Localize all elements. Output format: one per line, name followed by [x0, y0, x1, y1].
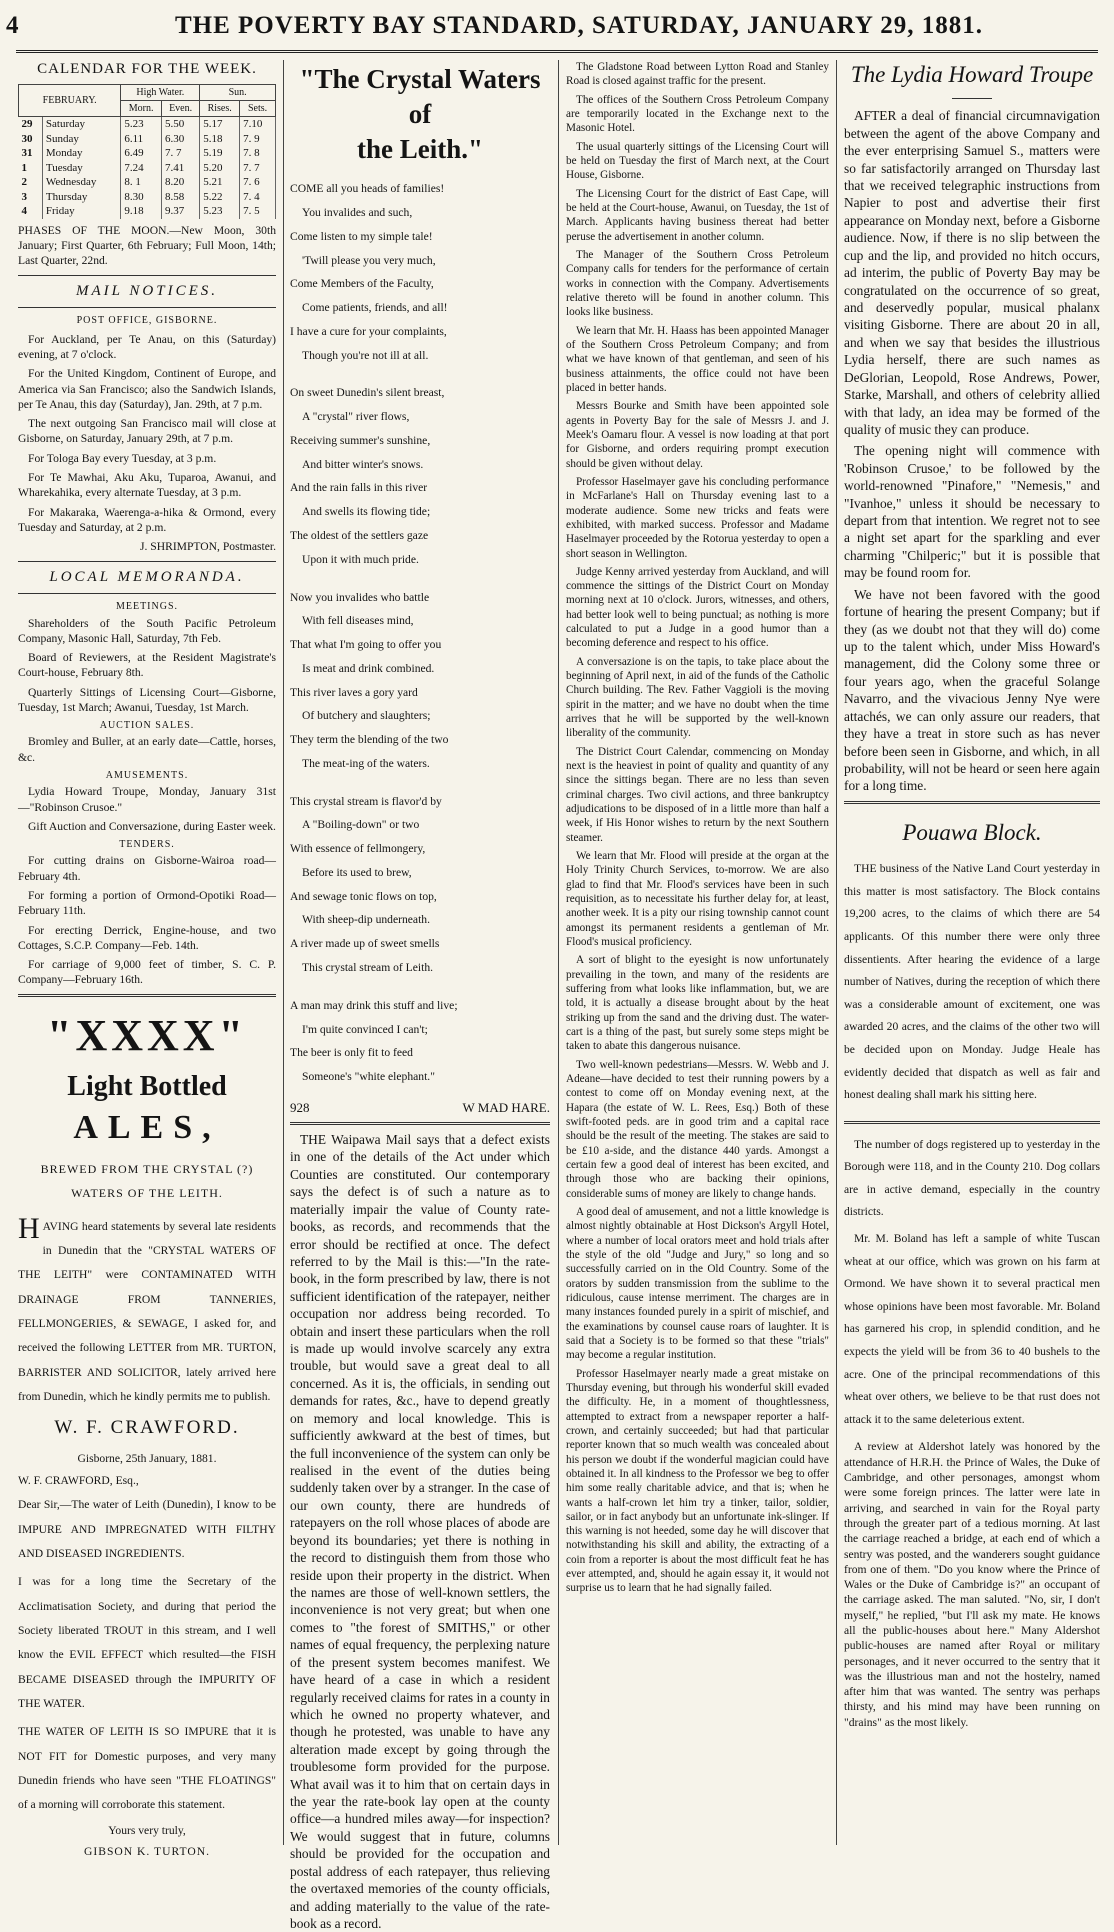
memo-item: For erecting Derrick, Engine-house, and two Cottages, S.C.P. Company—Feb. 14th.: [18, 923, 276, 952]
poem-line: The beer is only fit to feed: [290, 1046, 413, 1060]
lydia-title: The Lydia Howard Troupe: [850, 62, 1094, 87]
poem-line: This river laves a gory yard: [290, 685, 418, 699]
poem-line: 'Twill please you very much,: [302, 253, 436, 267]
ad-para: I was for a long time the Secretary of the Acclimatisation Society, and during that period the Society liberated TROUT in this stream, and I well know the EVIL EFFECT which resulted—the FISH BECAME DISEASED through the IMPURITY OF THE WATER.: [18, 1575, 276, 1710]
poem-title-line: the Leith.": [357, 134, 483, 165]
ales-advertisement: [18, 1007, 276, 1861]
calendar-row: [19, 161, 276, 176]
calendar-cell-rises: 5.23: [200, 204, 240, 219]
divider: [18, 593, 276, 594]
calendar-cell-morn: 5.23: [121, 117, 162, 132]
memo-item: Quarterly Sittings of Licensing Court—Gisborne, Tuesday, 1st March; Awanui, Tuesday, 1st March.: [18, 685, 276, 714]
poem-line: Before its used to brew,: [302, 865, 412, 879]
moon-phases: PHASES OF THE MOON.—New Moon, 30th January; First Quarter, 6th February; Full Moon, 14th; Last Quarter, 22nd.: [18, 223, 276, 268]
memo-item: For cutting drains on Gisborne-Wairoa road—February 4th.: [18, 854, 276, 883]
news-paragraph: The District Court Calendar, commencing on Monday next is the heaviest in point of quality and quantity of any since the sittings began. There are no less than seven criminal charges. Two civil actions, and three bankruptcy adjudications to be disposed of in a little more than half a week, if His Honor wishes to return by the next Southern steamer.: [566, 745, 829, 844]
ad-ales: ALES,: [73, 1108, 221, 1146]
poem-line: Someone's "white elephant.": [302, 1070, 435, 1084]
high-water-header: High Water.: [121, 84, 200, 100]
divider: [18, 994, 276, 997]
stanza-gap: [290, 980, 550, 994]
poem-line: Though you're not ill at all.: [302, 348, 429, 362]
mail-notice: For Auckland, per Te Anau, on this (Saturday) evening, at 7 o'clock.: [18, 332, 276, 361]
poem-line: A "crystal" river flows,: [302, 410, 410, 424]
calendar-cell-even: 9.37: [161, 204, 199, 219]
calendar-cell-day: 31: [19, 146, 43, 161]
poem-line: You invalides and such,: [302, 206, 413, 220]
column-4: [844, 60, 1100, 1845]
calendar-cell-name: Tuesday: [42, 161, 120, 176]
poem-line: Of butchery and slaughters;: [302, 709, 431, 723]
pouawa-para: THE business of the Native Land Court yesterday in this matter is most satisfactory. The Block contains 19,200 acres, to the claims of which there are 54 applicants. Of this number there were only three dissentients. After hearing the evidence of a large number of Natives, during the reception of which there was a considerable amount of excitement, one was awarded 20 acres, and the claims of the other two will be decided upon on Monday. Judge Heale has evidently decided that dispatch as well as fair and honest dealing shall mark his sitting here.: [844, 862, 1100, 1102]
calendar-cell-sets: 7. 6: [240, 175, 276, 190]
poem-author: W MAD HARE.: [462, 1099, 550, 1115]
mail-notice: For the United Kingdom, Continent of Europe, and America via San Francisco; also the Sandwich Islands, per Te Anau, this day (Saturday), Jan. 29th, at 7 p.m.: [18, 367, 276, 411]
memo-item: Lydia Howard Troupe, Monday, January 31st—"Robinson Crusoe.": [18, 785, 276, 814]
calendar-cell-even: 6.30: [161, 132, 199, 147]
calendar-cell-sets: 7. 5: [240, 204, 276, 219]
news-paragraph: A good deal of amusement, and not a little knowledge is almost nightly obtainable at Host Dickson's Argyll Hotel, where a number of local orators meet and hold trials after the style of the old "Judge and Jury," so long and so successfully carried on in the Old Country. Some of the orators by sudden transmission from the sublime to the ridiculous, cause intense merriment. The charges are in many instances founded purely in a spirit of mischief, and the examinations by counsel cause roars of laughter. It is said that a Society is to be formed so that these "trials" may become a regular institution.: [566, 1205, 829, 1362]
calendar-cell-rises: 5.17: [200, 117, 240, 132]
calendar-cell-sets: 7. 8: [240, 146, 276, 161]
dogs-para: The number of dogs registered up to yesterday in the Borough were 118, and in the County 210. Dog collars are in active demand, especially in the country districts.: [844, 1137, 1100, 1219]
ad-dateline: Gisborne, 25th January, 1881.: [77, 1452, 217, 1466]
divider: [18, 275, 276, 276]
poem-line: I'm quite convinced I can't;: [302, 1022, 428, 1036]
calendar-cell-day: 30: [19, 132, 43, 147]
poem-line: That what I'm going to offer you: [290, 638, 442, 652]
ad-light-bottled: Light Bottled: [67, 1070, 227, 1102]
local-memoranda-title: LOCAL MEMORANDA.: [49, 568, 245, 585]
waipawa-article: THE Waipawa Mail says that a defect exists in one of the details of the Act under which Counties are constituted. Our contemporary says the defect is of such a nature as to materially impair the value of County rate-books, as records, and recommends that the error should be rectified at once. The defect referred to by the Mail is this:—"In the rate-book, in the form prescribed by law, there is not sufficient identification of the ratepayer, neither occupation nor address being recorded. To obtain and insert these particulars when the roll is made up would involve scarcely any extra trouble, but would save a great deal to all concerned. As it is, the officials, in sending out demands for rates, &c., have to depend greatly on memory and local knowledge. This is sufficiently awkward at the best of times, but the full inconvenience of the system can only be realised in the event of the duties being suddenly taken over by a stranger. In the case of our own county, there are hundreds of ratepayers on the roll whose places of abode are beyond its boundaries; yet there is nothing in the record to distinguish them from those who reside upon their property in the district. When the names are those of well-known settlers, the inconvenience is not very great; but when one comes to "the forest of SMITHS," or other names of equal frequency, the perplexing nature of the present system becomes manifest. We have heard of a case in which a resident regularly received claims for rates in a county in which he owned no property whatever, and though he protested, was unable to have any alteration made except by going through the troublesome form provided for the purpose. What avail was it to him that on certain days in the year the rate-book lay open at the county office—a hundred miles away—for inspection? We would suggest that in future, columns should be provided for the occupation and postal address of each ratepayer, thus relieving the overtaxed memories of the county officials, and adding materially to the value of the rate-book as a record.: [290, 1132, 550, 1931]
calendar-cell-morn: 6.49: [121, 146, 162, 161]
poem-number: 928: [290, 1099, 310, 1115]
news-items: [566, 60, 829, 1596]
ad-text: AVING heard statements by several late residents in Dunedin that the "CRYSTAL WATERS OF THE LEITH" were CONTAMINATED WITH DRAINAGE FROM TANNERIES, FELLMONGERIES, & SEWAGE, I asked for, and received the following LETTER from MR. TURTON, BARRISTER AND SOLICITOR, lately arrived here from Dunedin, which he kindly permits me to publish.: [18, 1219, 276, 1404]
poem-line: The oldest of the settlers gaze: [290, 529, 429, 542]
column-1: [18, 60, 276, 1859]
news-paragraph: Messrs Bourke and Smith have been appointed sole agents in Poverty Bay for the sale of Messrs J. and J. Meek's Oamaru flour. A vessel is now loading at that port for Gisborne, and orders requiring prompt execution should be given without delay.: [566, 400, 829, 470]
sun-header: Sun.: [200, 84, 276, 100]
pouawa-title: Pouawa Block.: [902, 819, 1042, 845]
poem-line: A "Boiling-down" or two: [302, 818, 420, 832]
divider: [290, 1122, 550, 1125]
calendar-cell-even: 5.50: [161, 117, 199, 132]
ad-brewed-line: BREWED FROM THE CRYSTAL (?): [40, 1161, 254, 1176]
memo-item: Gift Auction and Conversazione, during Easter week.: [28, 819, 276, 833]
calendar-cell-morn: 6.11: [121, 132, 162, 147]
poem-line: And the rain falls in this river: [290, 481, 428, 495]
calendar-cell-even: 7. 7: [161, 146, 199, 161]
boland-para: Mr. M. Boland has left a sample of white Tuscan wheat at our office, which was grown on his farm at Ormond. We have shown it to several practical men whose opinions have been most favorable. Mr. Boland has garnered his crop, in splendid condition, and he expects the yield will be from 36 to 40 bushels to the acre. One of the principal recommendations of this wheat over others, we believe to be that rust does not attack it to the same deleterious extent.: [844, 1232, 1100, 1426]
calendar-cell-rises: 5.21: [200, 175, 240, 190]
ad-para: [18, 1211, 276, 1410]
amusements-heading: AMUSEMENTS.: [105, 770, 189, 782]
poem-line: Receiving summer's sunshine,: [290, 433, 431, 447]
calendar-row: [19, 132, 276, 147]
calendar-cell-name: Wednesday: [42, 175, 120, 190]
ad-para: THE WATER OF LEITH IS SO IMPURE that it is NOT FIT for Domestic purposes, and very many Dunedin friends who have seen "THE FLOATINGS" of a morning will corroborate this statement.: [18, 1725, 276, 1812]
poem-line: COME all you heads of families!: [290, 182, 445, 196]
lydia-para: The opening night will commence with 'Robinson Crusoe,' to be followed by the world-renowned "Pinafore," "Nemesis," and "Ivanhoe," unless it should be necessary to depart from that intention. We regret not to see a night set apart for the sparkling and ever charming "Chilperic;" but it is possible that may be found room for.: [844, 443, 1100, 581]
poem-line: Is meat and drink combined.: [302, 661, 435, 675]
ad-addressee: W. F. CRAWFORD, Esq.,: [18, 1473, 139, 1487]
calendar-cell-rises: 5.20: [200, 161, 240, 176]
poem-line: Come listen to my simple tale!: [290, 229, 433, 243]
aldershot-para: A review at Aldershot lately was honored by the attendance of H.R.H. the Prince of Wales, the Duke of Cambridge, and other personages, amongst whom were some foreign princes. The latter were late in arriving, and searched in vain for the Royal party through the greater part of a tedious morning. At last the carriage reached a bridge, at each end of which a sentry was posted, and the wanderers sought guidance from one of them. "Do you know where the Prince of Wales or the Duke of Cambridge is?" an occupant of the carriage asked. The man saluted. "No, sir, I don't myself," he replied, "but I'll ask my mate. He knows all the public-houses about here." Many Aldershot public-houses are named after Royal or military personages, and it never occurred to the sentry that it was the illustrious man and not the hostelry, named after him that was wanted. The sentry was perhaps thirsty, and his mind may have been running on "drains" as the most likely.: [844, 1440, 1100, 1729]
poem-line: With sheep-dip underneath.: [302, 913, 430, 927]
ad-signature: GIBSON K. TURTON.: [83, 1845, 211, 1859]
calendar-cell-morn: 8. 1: [121, 175, 162, 190]
divider: [18, 307, 276, 308]
news-paragraph: The Licensing Court for the district of East Cape, will be held at the Court-house, Awanui, on Tuesday, the 1st of March. Applicants having business thereat had better peruse the advertisement in another column.: [566, 187, 829, 243]
poem-line: The meat-ing of the waters.: [302, 756, 430, 770]
divider: [18, 561, 276, 562]
divider: [844, 1121, 1100, 1124]
news-paragraph: The usual quarterly sittings of the Licensing Court will be held on Tuesday the first of March next, at the Court House, Gisborne.: [566, 140, 829, 182]
column-divider: [836, 60, 837, 1845]
poem-line: I have a cure for your complaints,: [290, 324, 447, 338]
divider: [952, 98, 992, 99]
poem-line: This crystal stream of Leith.: [302, 961, 434, 975]
poem-line: With fell diseases mind,: [302, 614, 414, 628]
column-3: [566, 60, 829, 1845]
calendar-month: FEBRUARY.: [19, 84, 121, 116]
poem-title-line: "The Crystal Waters of: [299, 64, 541, 130]
calendar-cell-rises: 5.22: [200, 190, 240, 205]
header-rule: [16, 50, 1098, 53]
calendar-cell-day: 2: [19, 175, 43, 190]
ad-closing: Yours very truly,: [108, 1823, 186, 1837]
ad-para: Dear Sir,—The water of Leith (Dunedin), I know to be IMPURE AND IMPREGNATED WITH FILTHY AND DISEASED INGREDIENTS.: [18, 1498, 276, 1560]
poem-line: Come patients, friends, and all!: [302, 301, 448, 315]
news-paragraph: The Manager of the Southern Cross Petroleum Company calls for tenders for the performance of certain works in connection with the Company. Advertisements relative thereto will be found in another column. This looks like business.: [566, 248, 829, 319]
calendar-row: [19, 175, 276, 190]
postmaster-signature: J. SHRIMPTON, Postmaster.: [139, 540, 276, 554]
calendar-title: CALENDAR FOR THE WEEK.: [37, 61, 257, 77]
calendar-cell-name: Friday: [42, 204, 120, 219]
poem-line: They term the blending of the two: [290, 733, 449, 747]
mail-notice: For Makaraka, Waerenga-a-hika & Ormond, every Tuesday and Saturday, at 2 p.m.: [18, 505, 276, 534]
poem-line: And sewage tonic flows on top,: [290, 889, 437, 903]
calendar-cell-sets: 7. 4: [240, 190, 276, 205]
calendar-cell-sets: 7. 7: [240, 161, 276, 176]
stanza-gap: [290, 572, 550, 586]
poem-byline: [290, 1099, 550, 1116]
poem-line: And swells its flowing tide;: [302, 505, 431, 519]
mail-notice: The next outgoing San Francisco mail will close at Gisborne, on Saturday, January 29th, at 7 p.m.: [18, 417, 276, 446]
calendar-cell-even: 7.41: [161, 161, 199, 176]
poem-title: [290, 62, 550, 167]
calendar-cell-name: Saturday: [42, 117, 120, 132]
calendar-row: [19, 117, 276, 132]
poem-line: With essence of fellmongery,: [290, 842, 426, 856]
calendar-cell-sets: 7. 9: [240, 132, 276, 147]
column-divider: [283, 60, 284, 1845]
calendar-row: [19, 146, 276, 161]
rises-header: Rises.: [200, 100, 240, 116]
calendar-cell-morn: 8.30: [121, 190, 162, 205]
ad-brewed: [18, 1157, 276, 1205]
memo-item: Board of Reviewers, at the Resident Magistrate's Court-house, February 8th.: [18, 651, 276, 680]
poem-line: On sweet Dunedin's silent breast,: [290, 386, 445, 400]
even-header: Even.: [161, 100, 199, 116]
mail-notice: For Te Mawhai, Aku Aku, Tuparoa, Awanui, and Wharekahika, every alternate Tuesday, at 3 p.m.: [18, 471, 276, 500]
news-paragraph: Professor Haselmayer nearly made a great mistake on Thursday evening, but through his wonderful skill evaded the difficulty. He, in a moment of thoughtlessness, attempted to extract from a newspaper reporter a half-crown, and certainly succeeded; but had that particular reporter known that so much wealth was concealed about his person we doubt if the wonderful magician could have obtained it. In all kindness to the Professor we beg to offer him some really charitable advice, and that is; when he wants a half-crown let him try a tinker, tailor, soldier, sailor, or in fact anybody but an unfortunate ink-slinger. If this warning is not heeded, some day he will discover that notwithstanding his skill and ability, the extracting of a coin from a reporter is about the most difficult feat he has ever attempted, and, should he again essay it, it would not surprise us to learn that he had signally failed.: [566, 1367, 829, 1595]
column-2: [290, 60, 550, 1931]
calendar-cell-rises: 5.18: [200, 132, 240, 147]
calendar-cell-sets: 7.10: [240, 117, 276, 132]
stanza-gap: [290, 367, 550, 381]
memo-item: For carriage of 9,000 feet of timber, S. C. P. Company—February 16th.: [18, 958, 276, 987]
mail-notice: For Tologa Bay every Tuesday, at 3 p.m.: [28, 451, 217, 465]
morn-header: Morn.: [121, 100, 162, 116]
calendar-cell-rises: 5.19: [200, 146, 240, 161]
news-paragraph: A sort of blight to the eyesight is now unfortunately prevailing in the town, and many of the residents are suffering from what looks like inflammation, but, we are told, it is actually a disease brought about by the heat striking up from the sand and the driving dust. The water-cart is a thing of the past, but surely some steps might be taken to abate this dangerous nuisance.: [566, 954, 829, 1053]
meetings-heading: MEETINGS.: [115, 601, 179, 613]
calendar-cell-even: 8.20: [161, 175, 199, 190]
poem-line: Upon it with much pride.: [302, 552, 419, 566]
masthead: THE POVERTY BAY STANDARD, SATURDAY, JANUARY 29, 1881.: [174, 12, 984, 39]
news-paragraph: The Gladstone Road between Lytton Road and Stanley Road is closed against traffic for the present.: [566, 61, 829, 88]
news-paragraph: The offices of the Southern Cross Petroleum Company are temporarily located in the Exchange next to the Masonic Hotel.: [566, 93, 829, 135]
calendar-cell-day: 4: [19, 204, 43, 219]
calendar-cell-name: Thursday: [42, 190, 120, 205]
poem-line: Now you invalides who battle: [290, 590, 430, 604]
poem-line: A man may drink this stuff and live;: [290, 998, 458, 1012]
poem-line: Come Members of the Faculty,: [290, 277, 434, 291]
memo-item: Shareholders of the South Pacific Petroleum Company, Masonic Hall, Saturday, 7th Feb.: [18, 616, 276, 645]
ad-xxxx: "XXXX": [47, 1010, 247, 1060]
calendar-table: [18, 84, 276, 219]
post-office: POST OFFICE, GISBORNE.: [76, 315, 218, 327]
sets-header: Sets.: [240, 100, 276, 116]
lydia-para: We have not been favored with the good fortune of hearing the present Company; but if they (as we doubt not that they will do) come up to the talent which, under Miss Howard's management, did the Colony some three or four years ago, when the graceful Solange Navarro, and the vivacious Jenny Nye were attachés, we can only assure our readers, that they have a treat in store such as has never before been seen in Gisborne, and which, in all probability, will not be heard or seen here again for a long time.: [844, 586, 1100, 794]
calendar-cell-morn: 7.24: [121, 161, 162, 176]
calendar-cell-morn: 9.18: [121, 204, 162, 219]
poem-body: [290, 177, 550, 1089]
calendar-cell-day: 3: [19, 190, 43, 205]
poem-line: This crystal stream is flavor'd by: [290, 794, 442, 808]
tenders-heading: TENDERS.: [119, 839, 175, 851]
poem-line: And bitter winter's snows.: [302, 457, 424, 471]
news-paragraph: Judge Kenny arrived yesterday from Auckland, and will commence the sittings of the District Court on Monday morning next at 10 o'clock. Jurors, witnesses, and others, had better look well to being punctual; as nothing is more calculated to put a Judge in a good humor than a becoming deference and respect to his office.: [566, 565, 829, 650]
stanza-gap: [290, 776, 550, 790]
ad-brewed-line: WATERS OF THE LEITH.: [71, 1185, 223, 1200]
mail-title: MAIL NOTICES.: [75, 282, 219, 299]
page-header: [0, 12, 1114, 48]
lydia-para: AFTER a deal of financial circumnavigation between the agent of the above Company and the ever enterprising Samuel S., matters were so far satisfactorily arranged on Thursday last that we received telegraphic instructions from Napier to post and advertise their first appearance on Monday next, before a Gisborne audience. Now, if there is no slip between the cup and the lip, and provided no hitch occurs, ad interim, the public of Poverty Bay may be congratulated on the occurrence of so great, and deservedly popular, musical phalanx visiting Gisborne. There are about 20 in all, and when we say that besides the illustrious Lydia herself, there are such names as DeGlorian, Leopold, Rose Andrews, Power, Starke, Marshall, and others of celebrity allied with that lady, an idea may be formed of the quality of music they can produce.: [844, 108, 1100, 437]
auction-heading: AUCTION SALES.: [99, 720, 195, 732]
news-paragraph: Professor Haselmayer gave his concluding performance in McFarlane's Hall on Thursday evening last to a moderate audience. Some new tricks and feats were exhibited, with marked success. Professor and Madame Haselmayer proceeded by the Rotorua yesterday to open a short season in Wellington.: [566, 475, 829, 560]
calendar-cell-even: 8.58: [161, 190, 199, 205]
column-divider: [558, 60, 559, 1845]
ad-crawford: W. F. CRAWFORD.: [54, 1417, 240, 1439]
calendar-cell-day: 1: [19, 161, 43, 176]
poem-line: A river made up of sweet smells: [290, 937, 440, 951]
news-paragraph: A conversazione is on the tapis, to take place about the beginning of April next, in aid of the funds of the Catholic Church building. The Rev. Father Vaggioli is the moving spirit in the matter; and we have no doubt when the time arrives that he will be supported by the well-known liberality of the community.: [566, 655, 829, 740]
news-paragraph: We learn that Mr. Flood will preside at the organ at the Holy Trinity Church Services, to-morrow. We are also glad to find that Mr. Flood's services have been in such requisition, as to necessitate his further delay for, at least, another week. It is a pity our rising township cannot count amongst its permanent residents a gentleman of Mr. Flood's musical proficiency.: [566, 850, 829, 949]
news-paragraph: We learn that Mr. H. Haass has been appointed Manager of the Southern Cross Petroleum Company; and from what we have known of that gentleman, and seen of his business attainments, the office could not have been placed in better hands.: [566, 324, 829, 394]
news-paragraph: Two well-known pedestrians—Messrs. W. Webb and J. Adeane—have decided to test their running powers by a contest to come off on Monday evening next, at the Hapara (the estate of W. L. Rees, Esq.) Both of these swift-footed peds. are in good trim and a capital race should be the result of the meeting. The stakes are said to be £10 a-side, and the distance 440 yards. Amongst a certain few a good deal of interest has been excited, and through those who are backing their opinions, considerable sums of money are likely to change hands.: [566, 1058, 829, 1200]
calendar-row: [19, 204, 276, 219]
drop-cap: H: [18, 1211, 40, 1245]
calendar-row: [19, 190, 276, 205]
memo-item: Bromley and Buller, at an early date—Cattle, horses, &c.: [18, 735, 276, 764]
divider: [844, 801, 1100, 804]
calendar-cell-name: Monday: [42, 146, 120, 161]
memo-item: For forming a portion of Ormond-Opotiki Road—February 11th.: [18, 888, 276, 918]
calendar-cell-day: 29: [19, 117, 43, 132]
calendar-cell-name: Sunday: [42, 132, 120, 147]
page-number: 4: [6, 12, 19, 39]
